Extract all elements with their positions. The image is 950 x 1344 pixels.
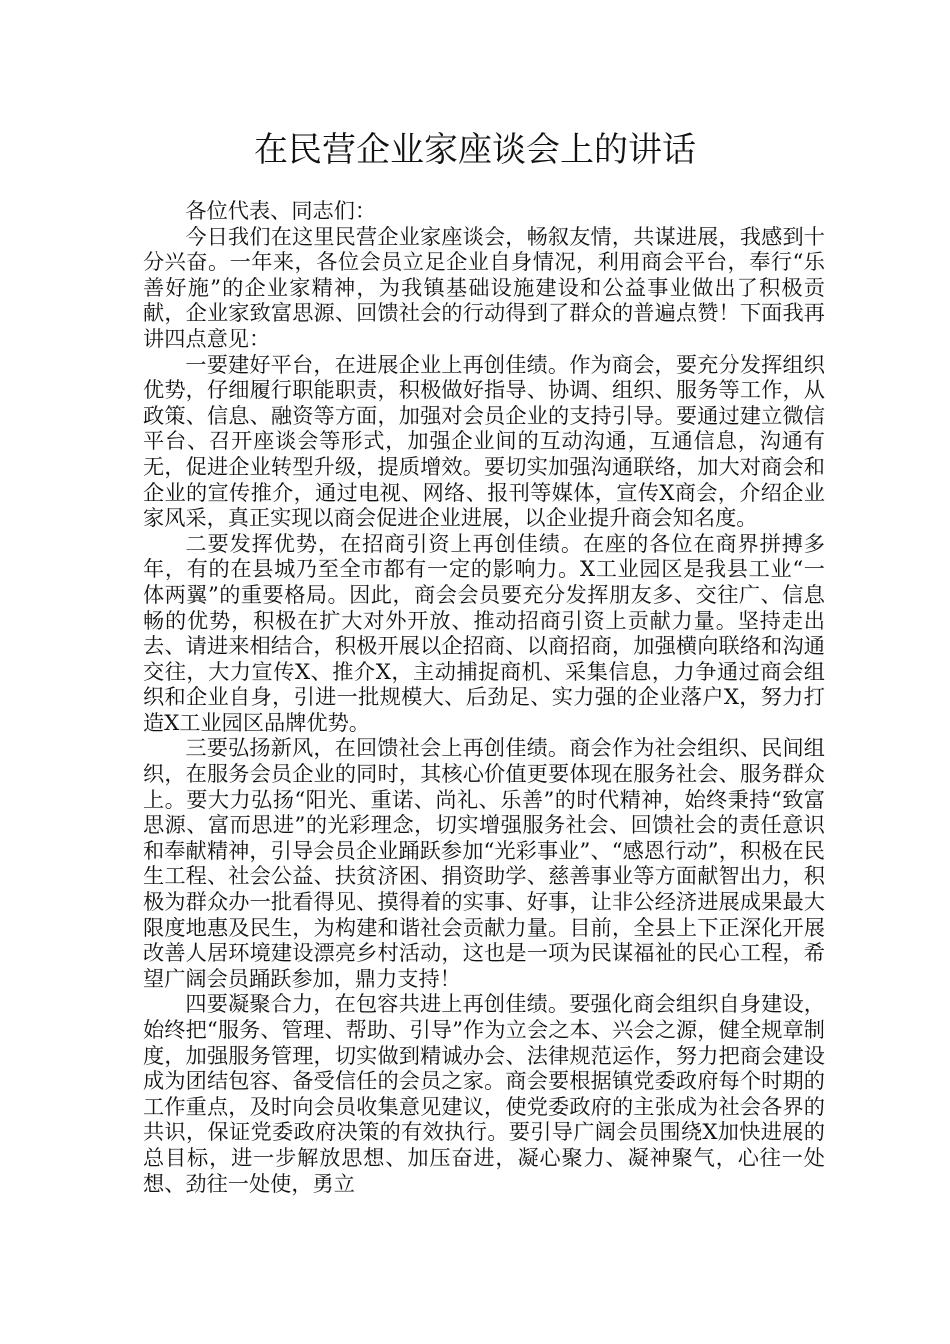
paragraph-point-one: 一要建好平台，在进展企业上再创佳绩。作为商会，要充分发挥组织优势，仔细履行职能职责，积极做好指导、协调、组织、服务等工作，从政策、信息、融资等方面，加强对会员企业的支持引导。要通过建立微信平台、召开座谈会等形式，加强企业间的互动沟通，互通信息，沟通有无，促进企业转型升级，提质增效。要切实加强沟通联络，加大对商会和企业的宣传推介，通过电视、网络、报刊等媒体，宣传X商会，介绍企业家风采，真正实现以商会促进企业进展，以企业提升商会知名度。 — [143, 351, 825, 531]
paragraph-point-two: 二要发挥优势，在招商引资上再创佳绩。在座的各位在商界拼搏多年，有的在县城乃至全市都有一定的影响力。X工业园区是我县工业“一体两翼”的重要格局。因此，商会会员要充分发挥朋友多、交往广、信息畅的优势，积极在扩大对外开放、推动招商引资上贡献力量。坚持走出去、请进来相结合，积极开展以企招商、以商招商，加强横向联络和沟通交往，大力宣传X、推介X，主动捕捉商机、采集信息，力争通过商会组织和企业自身，引进一批规模大、后劲足、实力强的企业落户X，努力打造X工业园区品牌优势。 — [143, 530, 825, 735]
document-body — [143, 198, 825, 1196]
paragraph-salutation: 各位代表、同志们： — [185, 198, 377, 223]
paragraph-point-three: 三要弘扬新风，在回馈社会上再创佳绩。商会作为社会组织、民间组织，在服务会员企业的同时，其核心价值更要体现在服务社会、服务群众上。要大力弘扬“阳光、重诺、尚礼、乐善”的时代精神，始终秉持“致富思源、富而思进”的光彩理念，切实增强服务社会、回馈社会的责任意识和奉献精神，引导会员企业踊跃参加“光彩事业”、“感恩行动”，积极在民生工程、社会公益、扶贫济困、捐资助学、慈善事业等方面献智出力，积极为群众办一批看得见、摸得着的实事、好事，让非公经济进展成果最大限度地惠及民生，为构建和谐社会贡献力量。目前，全县上下正深化开展改善人居环境建设漂亮乡村活动，这也是一项为民谋福祉的民心工程，希望广阔会员踊跃参加，鼎力支持！ — [143, 735, 825, 991]
paragraph-intro: 今日我们在这里民营企业家座谈会，畅叙友情，共谋进展，我感到十分兴奋。一年来，各位会员立足企业自身情况，利用商会平台，奉行“乐善好施”的企业家精神，为我镇基础设施建设和公益事业做出了积极贡献，企业家致富思源、回馈社会的行动得到了群众的普遍点赞！下面我再讲四点意见： — [143, 223, 825, 351]
document-title: 在民营企业家座谈会上的讲话 — [254, 130, 696, 170]
paragraph-point-four: 四要凝聚合力，在包容共进上再创佳绩。要强化商会组织自身建设，始终把“服务、管理、帮助、引导”作为立会之本、兴会之源，健全规章制度，加强服务管理，切实做到精诚办会、法律规范运作，努力把商会建设成为团结包容、备受信任的会员之家。商会要根据镇党委政府每个时期的工作重点，及时向会员收集意见建议，使党委政府的主张成为社会各界的共识，保证党委政府决策的有效执行。要引导广阔会员围绕X加快进展的总目标，进一步解放思想、加压奋进，凝心聚力、凝神聚气，心往一处想、劲往一处使，勇立 — [143, 991, 825, 1196]
